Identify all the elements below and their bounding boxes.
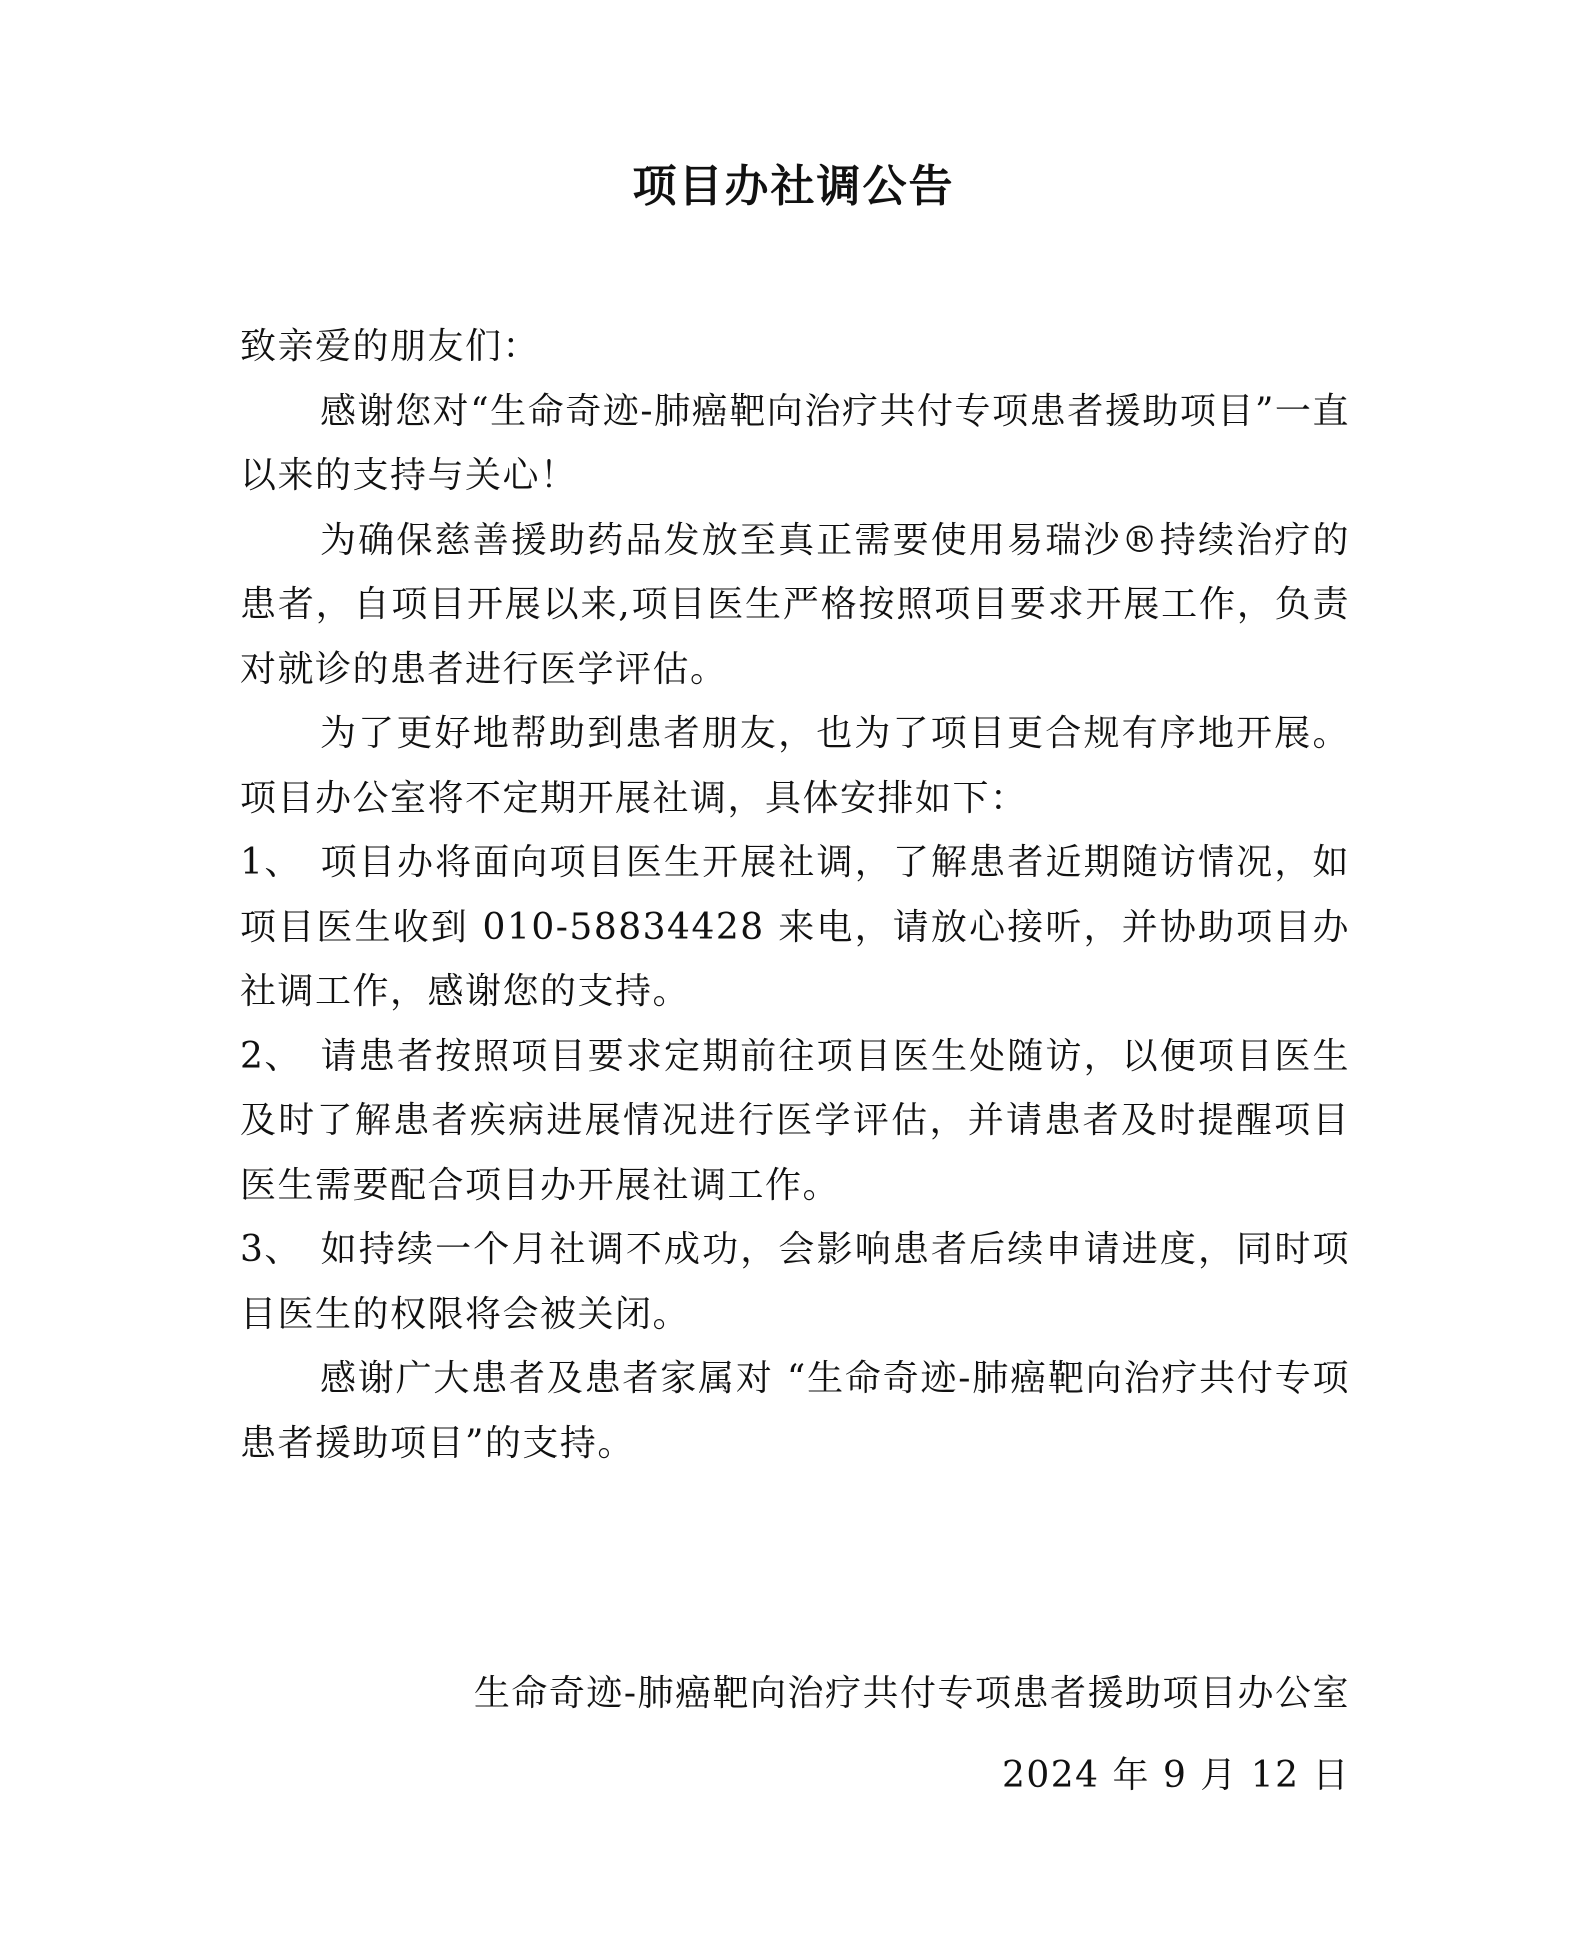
list-item-text: 请患者按照项目要求定期前往项目医生处随访，以便项目医生及时了解患者疾病进展情况进行医学评估，并请患者及时提醒项目医生需要配合项目办开展社调工作。: [240, 1035, 1350, 1206]
list-item-text: 如持续一个月社调不成功，会影响患者后续申请进度，同时项目医生的权限将会被关闭。: [240, 1229, 1350, 1335]
list-item: [240, 831, 1350, 1025]
list-item-number: 2、: [240, 1035, 302, 1077]
document-body: [240, 315, 1350, 1476]
signature-office: 生命奇迹-肺癌靶向治疗共付专项患者援助项目办公室: [473, 1673, 1350, 1714]
document-title: 项目办社调公告: [632, 161, 955, 212]
paragraph-closing: 感谢广大患者及患者家属对 “生命奇迹-肺癌靶向治疗共付专项患者援助项目”的支持。: [240, 1358, 1350, 1464]
list-item: [240, 1218, 1350, 1347]
paragraph-arrangement: 为了更好地帮助到患者朋友，也为了项目更合规有序地开展。项目办公室将不定期开展社调，具体安排如下：: [240, 713, 1350, 819]
list-item-text: 项目办将面向项目医生开展社调，了解患者近期随访情况，如项目医生收到 010-58834428 来电，请放心接听，并协助项目办社调工作，感谢您的支持。: [240, 842, 1350, 1012]
list-item: [240, 1025, 1350, 1219]
greeting: 致亲爱的朋友们：: [240, 326, 541, 367]
signature-date: 2024 年 9 月 12 日: [1001, 1755, 1350, 1796]
paragraph-purpose: 为确保慈善援助药品发放至真正需要使用易瑞沙®持续治疗的患者，自项目开展以来,项目医生严格按照项目要求开展工作，负责对就诊的患者进行医学评估。: [240, 519, 1350, 690]
paragraph-thanks: 感谢您对“生命奇迹-肺癌靶向治疗共付专项患者援助项目”一直以来的支持与关心！: [240, 390, 1350, 496]
list-item-number: 1、: [240, 842, 302, 883]
list-item-number: 3、: [240, 1229, 302, 1270]
